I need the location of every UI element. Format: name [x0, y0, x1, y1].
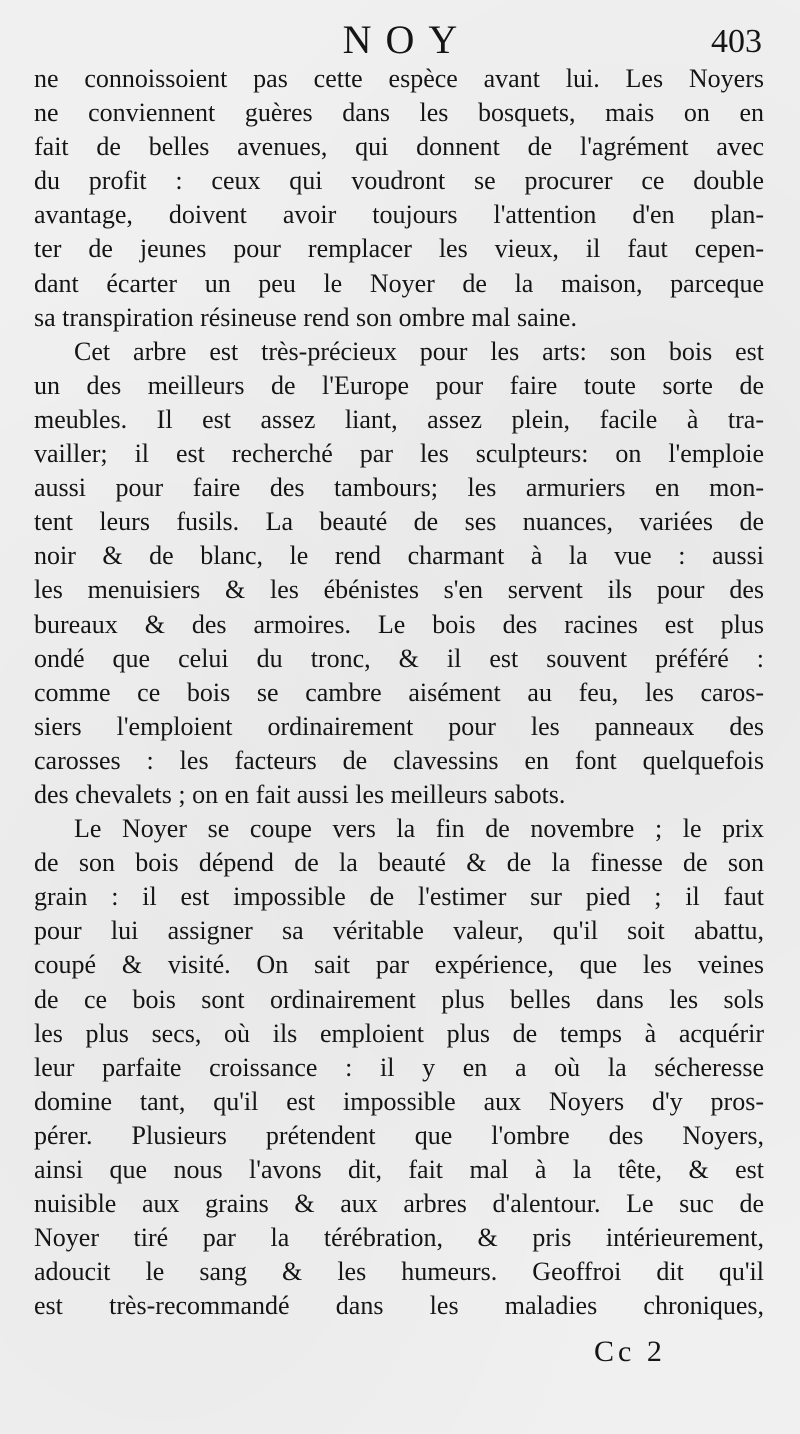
- text-line: bureaux & des armoires. Le bois des racines est plus: [34, 609, 764, 639]
- page-number: 403: [711, 23, 762, 60]
- text-line: grain : il est impossible de l'estimer sur pied ; il faut: [34, 882, 764, 912]
- text-line: ter de jeunes pour remplacer les vieux, il faut cepen-: [34, 234, 764, 264]
- paragraph-3: [34, 812, 764, 1323]
- text-line: carosses : les facteurs de clavessins en font quelquefois: [34, 745, 764, 775]
- text-line: pour lui assigner sa véritable valeur, qu'il soit abattu,: [34, 916, 764, 946]
- text-line: de son bois dépend de la beauté & de la finesse de son: [34, 848, 764, 878]
- text-line: ainsi que nous l'avons dit, fait mal à la tête, & est: [34, 1155, 764, 1184]
- body-text: [34, 62, 764, 1323]
- text-line: siers l'emploient ordinairement pour les panneaux des: [34, 711, 764, 741]
- text-line: vailler; il est recherché par les sculpteurs: on l'emploie: [34, 439, 764, 469]
- text-line: les plus secs, où ils emploient plus de temps à acquérir: [34, 1018, 764, 1048]
- text-line: noir & de blanc, le rend charmant à la vue : aussi: [34, 541, 764, 571]
- text-line: Le Noyer se coupe vers la fin de novembre ; le prix: [74, 814, 764, 844]
- text-line: ne connoissoient pas cette espèce avant lui. Les Noyers: [34, 64, 764, 93]
- text-line: du profit : ceux qui voudront se procurer ce double: [34, 166, 764, 196]
- text-line: de ce bois sont ordinairement plus belles dans les sols: [34, 984, 764, 1014]
- page-header: [0, 14, 800, 66]
- text-line: Cet arbre est très-précieux pour les arts: son bois est: [74, 336, 764, 366]
- text-line: tent leurs fusils. La beauté de ses nuances, variées de: [34, 507, 764, 537]
- text-line: coupé & visité. On sait par expérience, que les veines: [34, 950, 764, 980]
- text-line: des chevalets ; on en fait aussi les meilleurs sabots.: [34, 779, 566, 809]
- text-line: Noyer tiré par la térébration, & pris intérieurement,: [34, 1223, 764, 1253]
- text-line: leur parfaite croissance : il y en a où la sécheresse: [34, 1052, 764, 1082]
- text-line: meubles. Il est assez liant, assez plein, facile à tra-: [34, 404, 764, 434]
- text-line: sa transpiration résineuse rend son ombre mal saine.: [34, 302, 577, 332]
- paragraph-2: [34, 335, 764, 812]
- text-line: aussi pour faire des tambours; les armuriers en mon-: [34, 473, 764, 503]
- signature-mark: Cc 2: [594, 1335, 666, 1368]
- text-line: nuisible aux grains & aux arbres d'alentour. Le suc de: [34, 1189, 764, 1219]
- text-line: fait de belles avenues, qui donnent de l'agrément avec: [34, 132, 764, 162]
- paragraph-1: [34, 62, 764, 335]
- text-line: avantage, doivent avoir toujours l'attention d'en plan-: [34, 200, 764, 230]
- running-head: NOY: [342, 17, 472, 62]
- text-line: ondé que celui du tronc, & il est souvent préféré :: [34, 643, 764, 673]
- text-line: est très-recommandé dans les maladies chroniques,: [34, 1291, 764, 1321]
- text-line: domine tant, qu'il est impossible aux Noyers d'y pros-: [34, 1086, 764, 1116]
- text-line: ne conviennent guères dans les bosquets, mais on en: [34, 98, 764, 128]
- text-line: dant écarter un peu le Noyer de la maison, parceque: [34, 268, 764, 298]
- text-line: pérer. Plusieurs prétendent que l'ombre des Noyers,: [34, 1120, 764, 1150]
- text-line: un des meilleurs de l'Europe pour faire toute sorte de: [34, 370, 764, 400]
- text-line: les menuisiers & les ébénistes s'en servent ils pour des: [34, 575, 764, 605]
- text-line: adoucit le sang & les humeurs. Geoffroi dit qu'il: [34, 1257, 764, 1287]
- text-line: comme ce bois se cambre aisément au feu, les caros-: [34, 677, 764, 707]
